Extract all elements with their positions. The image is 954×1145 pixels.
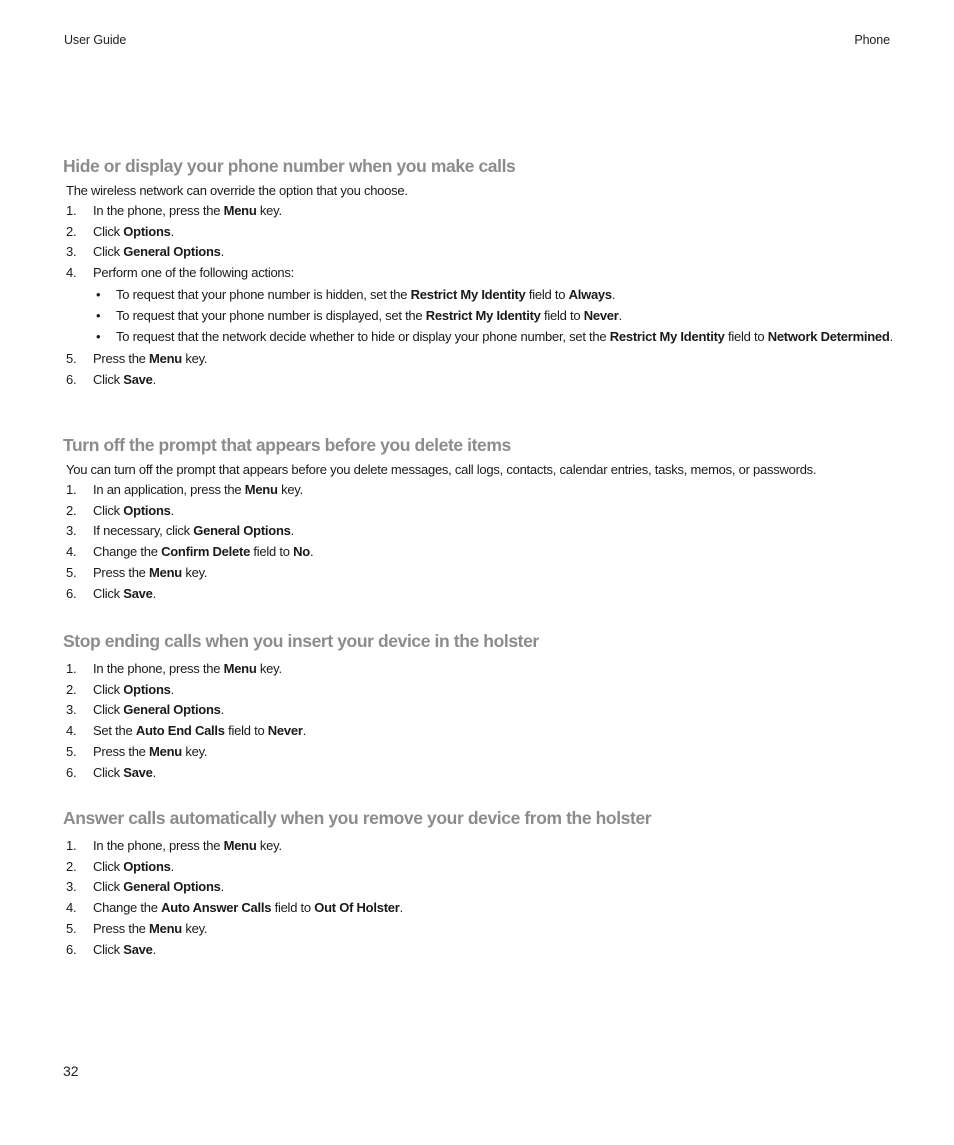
step-content [93, 372, 156, 387]
ui-term: Restrict My Identity [425, 307, 541, 323]
ui-term: Save [123, 941, 153, 957]
steps-list [63, 659, 893, 783]
section-title: Answer calls automatically when you remove your device from the holster [63, 808, 652, 828]
step-text: . [170, 681, 175, 697]
step-text: field to [525, 286, 569, 302]
step-content [93, 565, 207, 580]
ui-term: Menu [223, 661, 257, 676]
section-title: Hide or display your phone number when you make calls [63, 156, 516, 176]
ui-term: Always [568, 286, 612, 302]
step-text: . [399, 900, 403, 916]
step-item [63, 349, 893, 370]
step-number: 3. [66, 879, 77, 895]
step-item [63, 521, 893, 542]
step-number: 4. [66, 723, 77, 739]
step-item [63, 700, 893, 721]
steps-list [63, 201, 893, 391]
step-content [93, 265, 294, 280]
bullet-item [93, 285, 893, 305]
step-number: 1. [66, 661, 77, 676]
ui-term: Menu [149, 743, 182, 759]
step-text: . [152, 372, 157, 388]
ui-term: Menu [223, 203, 257, 218]
step-text: Set the [93, 723, 136, 739]
step-text: To request that the network decide whether to hide or display your phone number, set the [116, 328, 610, 344]
step-text: . [611, 286, 616, 302]
step-item [63, 370, 893, 391]
step-text: . [290, 523, 294, 539]
step-content [93, 744, 207, 759]
step-text: . [220, 244, 225, 260]
ui-term: Options [123, 858, 171, 874]
step-number: 1. [66, 203, 77, 218]
step-item [63, 877, 893, 898]
section-hide-display-number [63, 155, 893, 391]
step-text: key. [256, 661, 282, 676]
step-text: To request that your phone number is displayed, set the [116, 307, 426, 323]
ui-term: Menu [149, 564, 182, 580]
step-content [93, 503, 174, 518]
step-item [63, 742, 893, 763]
step-content [93, 921, 207, 936]
step-text: In the phone, press the [93, 838, 224, 853]
bullet-dot-icon: • [96, 307, 101, 323]
bullet-dot-icon: • [96, 328, 101, 344]
ui-term: Save [123, 372, 153, 388]
step-item [63, 242, 893, 263]
step-text: key. [181, 743, 208, 759]
page-number: 32 [63, 1063, 79, 1079]
step-item [63, 501, 893, 522]
step-text: key. [256, 203, 282, 218]
step-item [63, 940, 893, 961]
step-text: Click [93, 585, 124, 601]
step-content [93, 523, 294, 538]
step-text: . [220, 879, 225, 895]
step-text: Click [93, 244, 124, 260]
step-text: Change the [93, 900, 162, 916]
step-text: key. [181, 920, 208, 936]
step-number: 5. [66, 564, 77, 580]
step-number: 4. [66, 900, 77, 916]
section-turn-off-delete-prompt [63, 434, 893, 604]
step-text: Press the [93, 743, 150, 759]
step-text: Click [93, 502, 124, 518]
step-number: 3. [66, 523, 77, 539]
step-text: . [152, 764, 157, 780]
step-text: . [170, 223, 175, 239]
ui-term: Confirm Delete [161, 544, 251, 560]
step-item [63, 898, 893, 919]
step-item [63, 584, 893, 605]
step-item [63, 542, 893, 563]
ui-term: Menu [149, 351, 182, 367]
step-number: 3. [66, 244, 77, 260]
step-content [93, 351, 207, 366]
ui-term: General Options [123, 879, 221, 895]
ui-term: Out Of Holster [314, 900, 400, 916]
step-text: key. [181, 351, 208, 367]
step-item [63, 263, 893, 346]
step-text: field to [540, 307, 584, 323]
step-text: Click [93, 879, 124, 895]
step-content [93, 765, 156, 780]
step-text: . [302, 723, 307, 739]
bullet-item [93, 327, 893, 347]
step-number: 1. [66, 838, 77, 853]
step-number: 3. [66, 702, 77, 718]
step-content [93, 682, 174, 697]
step-text: Press the [93, 564, 150, 580]
step-content [93, 482, 303, 497]
step-text: Change the [93, 544, 162, 560]
step-text: field to [724, 328, 768, 344]
ui-term: General Options [123, 244, 221, 260]
step-text: . [170, 502, 175, 518]
step-text: In the phone, press the [93, 661, 224, 676]
ui-term: Save [123, 764, 153, 780]
step-item [63, 721, 893, 742]
step-number: 2. [66, 858, 77, 874]
ui-term: Menu [149, 920, 182, 936]
step-text: To request that your phone number is hidden, set the [116, 286, 411, 302]
step-number: 6. [66, 764, 77, 780]
step-text: . [170, 858, 175, 874]
step-content [93, 544, 313, 559]
bullet-list [93, 285, 893, 347]
step-text: . [220, 702, 225, 718]
step-text: In an application, press the [93, 482, 245, 497]
ui-term: Menu [244, 482, 278, 497]
step-text: key. [181, 564, 208, 580]
step-content [93, 723, 306, 738]
step-content [93, 879, 224, 894]
step-text: Click [93, 702, 124, 718]
step-text: field to [271, 900, 315, 916]
section-intro: You can turn off the prompt that appears before you delete messages, call logs, contacts, calendar entries, tasks, memos, or passwords. [66, 462, 817, 477]
step-content [93, 224, 174, 239]
step-number: 6. [66, 941, 77, 957]
step-number: 4. [66, 265, 77, 281]
step-text: Click [93, 941, 124, 957]
section-title: Turn off the prompt that appears before you delete items [63, 435, 511, 455]
step-number: 1. [66, 482, 77, 497]
step-item [63, 201, 893, 222]
step-number: 4. [66, 544, 77, 560]
step-number: 5. [66, 351, 77, 367]
step-item [63, 222, 893, 243]
step-item [63, 857, 893, 878]
step-number: 6. [66, 585, 77, 601]
step-text: Perform one of the following actions: [93, 265, 295, 281]
step-number: 2. [66, 502, 77, 518]
step-item [63, 836, 893, 857]
ui-term: Auto End Calls [135, 723, 225, 739]
step-text: Click [93, 858, 124, 874]
step-text: field to [250, 544, 294, 560]
running-header-right: Phone [854, 33, 890, 47]
ui-term: General Options [193, 523, 291, 539]
step-text: If necessary, click [93, 523, 194, 539]
step-content [93, 702, 224, 717]
bullet-dot-icon: • [96, 286, 101, 302]
step-content [93, 942, 156, 957]
step-text: key. [277, 482, 303, 497]
ui-term: General Options [123, 702, 221, 718]
section-answer-calls-automatically [63, 807, 893, 960]
step-number: 2. [66, 681, 77, 697]
step-content [93, 838, 282, 853]
step-text: . [309, 544, 314, 560]
step-item [63, 919, 893, 940]
step-text: . [152, 941, 157, 957]
step-content [93, 586, 156, 601]
step-item [63, 480, 893, 501]
section-stop-ending-calls [63, 630, 893, 783]
ui-term: Options [123, 502, 171, 518]
ui-term: Restrict My Identity [609, 328, 725, 344]
step-item [63, 680, 893, 701]
step-text: Click [93, 372, 124, 388]
bullet-item [93, 306, 893, 326]
step-content [93, 661, 282, 676]
step-text: . [152, 585, 157, 601]
step-text: Click [93, 223, 124, 239]
step-text: Press the [93, 351, 150, 367]
steps-list [63, 480, 893, 604]
step-item [63, 563, 893, 584]
step-number: 5. [66, 920, 77, 936]
section-intro: The wireless network can override the option that you choose. [66, 183, 408, 198]
ui-term: No [293, 544, 310, 560]
ui-term: Never [267, 723, 303, 739]
ui-term: Auto Answer Calls [161, 900, 272, 916]
ui-term: Restrict My Identity [410, 286, 526, 302]
step-text: . [618, 307, 622, 323]
running-header-left: User Guide [64, 33, 127, 47]
section-title: Stop ending calls when you insert your device in the holster [63, 631, 539, 651]
step-text: . [889, 328, 893, 344]
step-item [63, 763, 893, 784]
ui-term: Network Determined [767, 328, 890, 344]
step-item [63, 659, 893, 680]
step-number: 6. [66, 372, 77, 388]
step-text: field to [224, 723, 268, 739]
step-number: 2. [66, 223, 77, 239]
step-text: In the phone, press the [93, 203, 224, 218]
ui-term: Never [583, 307, 619, 323]
step-number: 5. [66, 743, 77, 759]
ui-term: Save [123, 585, 153, 601]
steps-list [63, 836, 893, 960]
ui-term: Options [123, 681, 171, 697]
step-content [93, 244, 224, 259]
step-text: Click [93, 764, 124, 780]
ui-term: Options [123, 223, 171, 239]
ui-term: Menu [223, 838, 257, 853]
step-content [93, 859, 174, 874]
step-text: Press the [93, 920, 150, 936]
step-content [93, 900, 403, 915]
step-text: key. [256, 838, 282, 853]
step-content [93, 203, 282, 218]
step-text: Click [93, 681, 124, 697]
